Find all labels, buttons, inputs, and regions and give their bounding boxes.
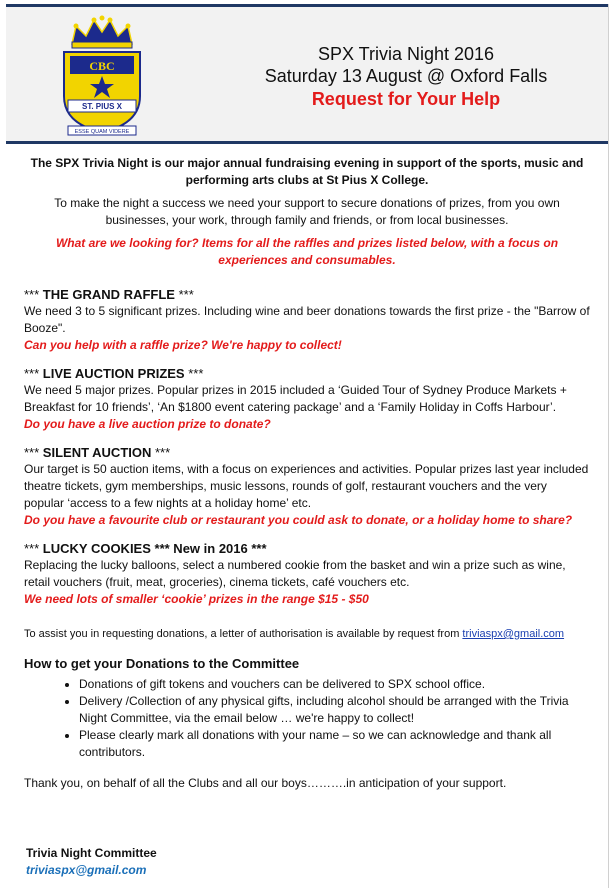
section-ask: Do you have a live auction prize to donate?: [24, 417, 271, 431]
section-heading: *** SILENT AUCTION ***: [24, 445, 171, 460]
signoff-block: [20, 842, 202, 882]
section-body: We need 3 to 5 significant prizes. Including wine and beer donations towards the first prize - the "Barrow of Booze".: [24, 304, 590, 335]
header-banner: [6, 7, 608, 142]
intro-support-text: To make the night a success we need your support to secure donations of prizes, from you own businesses, your work, through family and friends, or from local businesses.: [54, 196, 560, 227]
section-silent-auction: [24, 444, 590, 529]
section-body: We need 5 major prizes. Popular prizes in 2015 included a ‘Guided Tour of Sydney Produce Markets + Breakfast for 10 friends’, ‘An $1800 event catering package’ and a ‘Family Holiday in Coffs Harbour’.: [24, 383, 567, 414]
section-body: Replacing the lucky balloons, select a numbered cookie from the basket and win a prize such as wine, retail vouchers (fruit, meat, groceries), cinema tickets, café vouchers etc.: [24, 558, 566, 589]
section-ask: Can you help with a raffle prize? We're happy to collect!: [24, 338, 342, 352]
section-heading: *** LIVE AUCTION PRIZES ***: [24, 366, 204, 381]
section-heading: *** THE GRAND RAFFLE ***: [24, 287, 194, 302]
header-divider: [6, 141, 608, 144]
school-crest-logo: [58, 14, 146, 140]
help-request-title: Request for Your Help: [311, 89, 501, 109]
list-item: • Delivery /Collection of any physical gifts, including alcohol should be arranged with the Trivia Night Committee, via the email below … we're happy to collect!: [79, 693, 590, 727]
crest-banner-text: ST. PIUS X: [81, 102, 123, 111]
section-heading: *** LUCKY COOKIES *** New in 2016 ***: [24, 541, 267, 556]
section-body: Our target is 50 auction items, with a focus on experiences and activities. Popular prizes last year included theatre tickets, gym memberships, music lessons, rounds of golf, restaurant vouchers and the very popular ‘access to a few nights at a holiday home’ etc.: [24, 462, 589, 510]
list-item: • Please clearly mark all donations with your name – so we can acknowledge and thank all contributors.: [79, 727, 590, 761]
intro-question: What are we looking for? Items for all the raffles and prizes listed below, with a focus on experiences and consumables.: [55, 236, 559, 267]
title-block: [206, 43, 606, 111]
authorisation-email-link[interactable]: triviaspx@gmail.com: [462, 628, 565, 640]
how-to-heading: How to get your Donations to the Committee: [24, 656, 300, 671]
section-lucky-cookies: [24, 540, 590, 608]
section-ask: We need lots of smaller ‘cookie’ prizes in the range $15 - $50: [24, 592, 369, 606]
event-title: SPX Trivia Night 2016: [317, 44, 495, 64]
intro-lead: The SPX Trivia Night is our major annual fundraising evening in support of the sports, music and performing arts clubs at St Pius X College.: [30, 156, 584, 187]
signoff-name: Trivia Night Committee: [26, 846, 157, 860]
crest-motto: ESSE QUAM VIDERE: [74, 129, 130, 135]
event-date: Saturday 13 August @ Oxford Falls: [264, 66, 548, 86]
page-edge: [608, 4, 609, 888]
authorisation-note: To assist you in requesting donations, a letter of authorisation is available by request from triviaspx@gmail.com: [24, 628, 565, 640]
list-item: • Donations of gift tokens and vouchers can be delivered to SPX school office.: [79, 676, 590, 693]
crest-top-text: CBC: [89, 59, 115, 73]
section-ask: Do you have a favourite club or restaurant you could ask to donate, or a holiday home to share?: [24, 513, 573, 527]
section-live-auction: [24, 365, 590, 433]
thank-you-note: Thank you, on behalf of all the Clubs and all our boys……….in anticipation of your support.: [24, 776, 507, 790]
signoff-email[interactable]: triviaspx@gmail.com: [26, 863, 147, 877]
how-to-list: [24, 676, 590, 761]
section-grand-raffle: [24, 286, 590, 354]
main-content: [24, 155, 590, 792]
